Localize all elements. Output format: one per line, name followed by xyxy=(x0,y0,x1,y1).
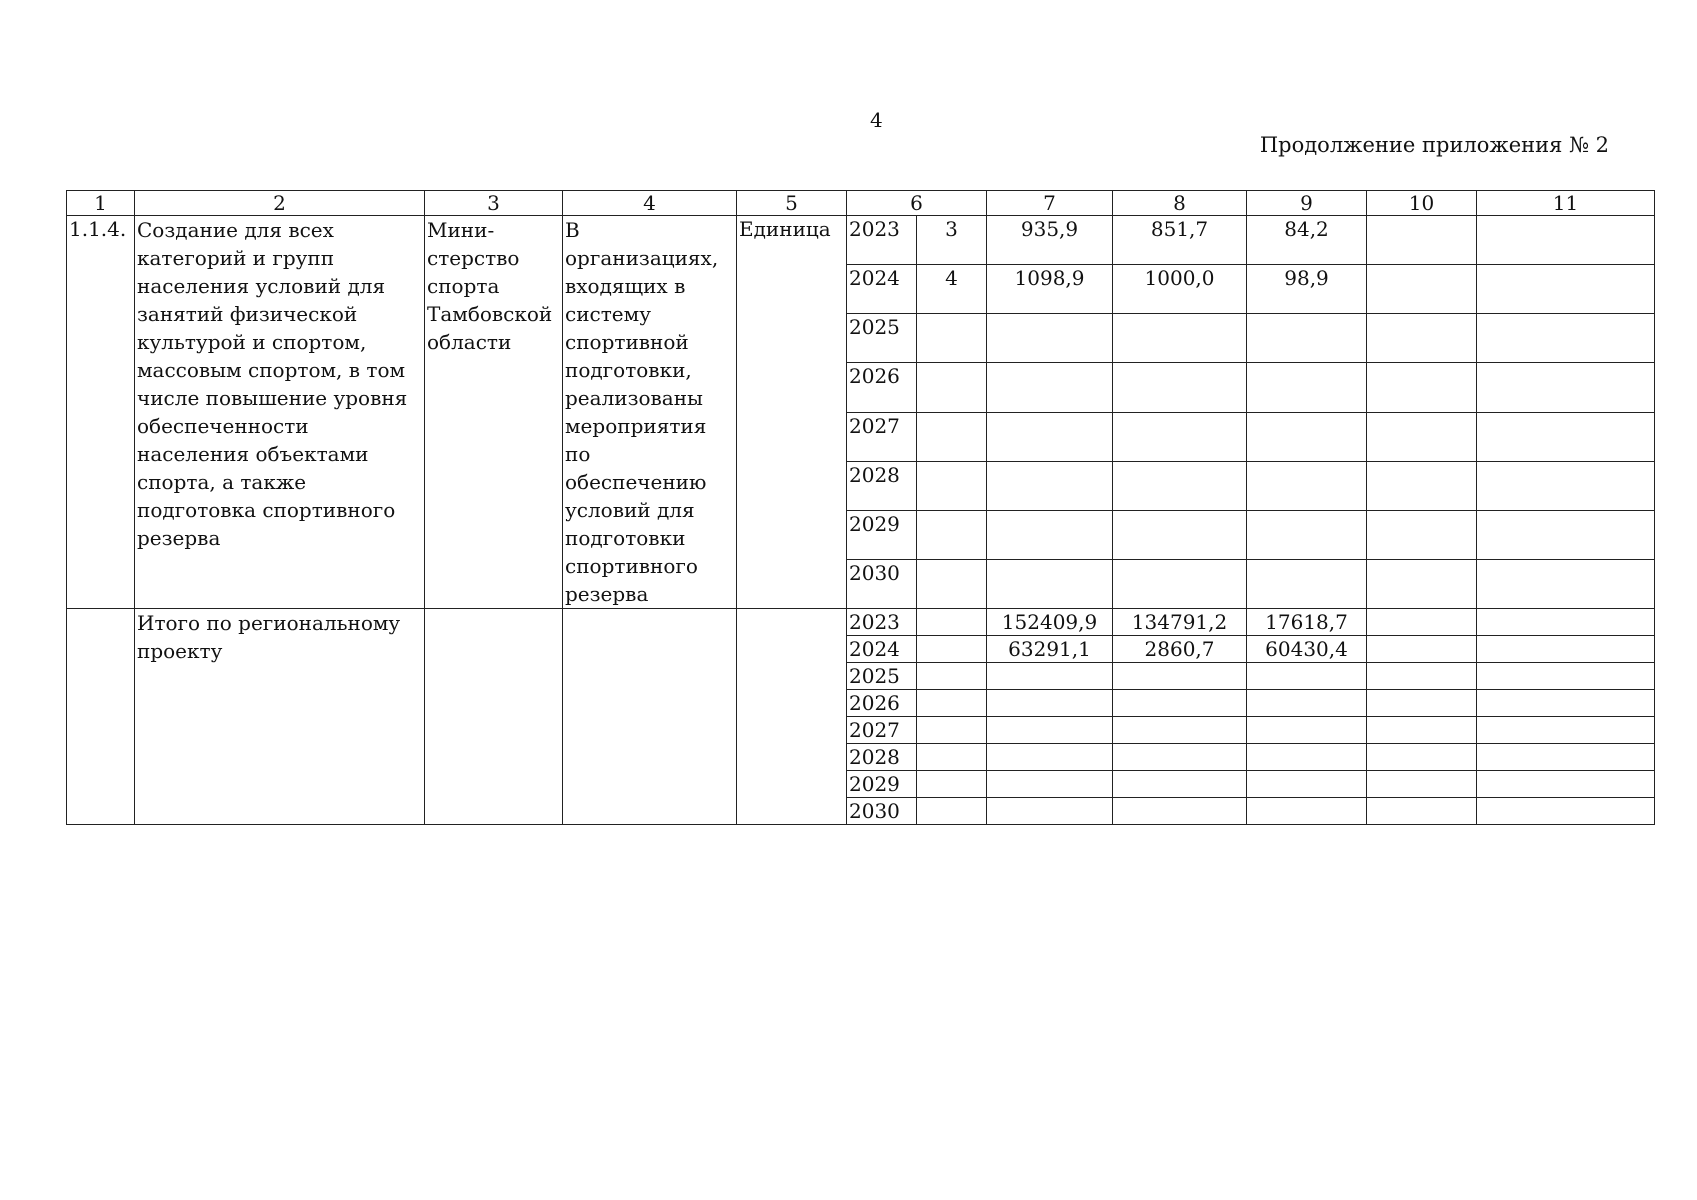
total-cell: 935,9 xyxy=(987,216,1113,265)
total-cell xyxy=(987,363,1113,412)
column-11-cell xyxy=(1477,461,1655,510)
federal-budget-cell xyxy=(1113,461,1247,510)
column-10-cell xyxy=(1367,663,1477,690)
total-cell xyxy=(987,314,1113,363)
quantity-cell xyxy=(917,771,987,798)
federal-budget-cell xyxy=(1113,314,1247,363)
column-10-cell xyxy=(1367,798,1477,825)
row-result xyxy=(563,609,737,825)
total-cell xyxy=(987,744,1113,771)
column-11-cell xyxy=(1477,559,1655,608)
column-header: 3 xyxy=(425,191,563,216)
column-11-cell xyxy=(1477,663,1655,690)
appendix-table xyxy=(66,190,1655,825)
column-11-cell xyxy=(1477,636,1655,663)
row-unit xyxy=(737,609,847,825)
quantity-cell xyxy=(917,798,987,825)
table-row xyxy=(67,216,1655,265)
federal-budget-cell xyxy=(1113,363,1247,412)
column-10-cell xyxy=(1367,363,1477,412)
regional-budget-cell xyxy=(1247,412,1367,461)
table-row xyxy=(67,609,1655,636)
table-header-row xyxy=(67,191,1655,216)
column-10-cell xyxy=(1367,461,1477,510)
regional-budget-cell: 60430,4 xyxy=(1247,636,1367,663)
row-executor xyxy=(425,609,563,825)
quantity-cell xyxy=(917,559,987,608)
column-header: 9 xyxy=(1247,191,1367,216)
column-header: 4 xyxy=(563,191,737,216)
federal-budget-cell xyxy=(1113,798,1247,825)
year-cell: 2024 xyxy=(847,636,917,663)
column-10-cell xyxy=(1367,314,1477,363)
federal-budget-cell xyxy=(1113,663,1247,690)
quantity-cell: 3 xyxy=(917,216,987,265)
federal-budget-cell xyxy=(1113,717,1247,744)
year-cell: 2025 xyxy=(847,314,917,363)
federal-budget-cell xyxy=(1113,412,1247,461)
quantity-cell xyxy=(917,717,987,744)
total-cell xyxy=(987,663,1113,690)
total-cell xyxy=(987,771,1113,798)
row-code: 1.1.4. xyxy=(67,216,135,609)
total-cell: 152409,9 xyxy=(987,609,1113,636)
page-number: 4 xyxy=(870,108,883,132)
column-11-cell xyxy=(1477,216,1655,265)
column-header: 1 xyxy=(67,191,135,216)
quantity-cell xyxy=(917,636,987,663)
row-name: Создание для всех категорий и групп населения условий для занятий физической культурой и спортом, массовым спортом, в том числе повышение уровня обеспеченности населения объектами спорта, а также подготовка спортивного резерва xyxy=(135,216,425,609)
column-11-cell xyxy=(1477,609,1655,636)
year-cell: 2027 xyxy=(847,412,917,461)
column-10-cell xyxy=(1367,510,1477,559)
regional-budget-cell xyxy=(1247,771,1367,798)
federal-budget-cell xyxy=(1113,510,1247,559)
quantity-cell xyxy=(917,609,987,636)
quantity-cell xyxy=(917,363,987,412)
federal-budget-cell xyxy=(1113,559,1247,608)
row-unit: Единица xyxy=(737,216,847,609)
total-cell: 1098,9 xyxy=(987,265,1113,314)
total-cell xyxy=(987,510,1113,559)
column-10-cell xyxy=(1367,559,1477,608)
column-11-cell xyxy=(1477,265,1655,314)
quantity-cell: 4 xyxy=(917,265,987,314)
column-11-cell xyxy=(1477,510,1655,559)
column-10-cell xyxy=(1367,216,1477,265)
federal-budget-cell: 2860,7 xyxy=(1113,636,1247,663)
year-cell: 2025 xyxy=(847,663,917,690)
column-10-cell xyxy=(1367,771,1477,798)
year-cell: 2026 xyxy=(847,690,917,717)
column-11-cell xyxy=(1477,314,1655,363)
column-11-cell xyxy=(1477,412,1655,461)
total-cell xyxy=(987,690,1113,717)
year-cell: 2024 xyxy=(847,265,917,314)
year-cell: 2026 xyxy=(847,363,917,412)
column-11-cell xyxy=(1477,771,1655,798)
year-cell: 2029 xyxy=(847,510,917,559)
regional-budget-cell xyxy=(1247,559,1367,608)
column-header: 5 xyxy=(737,191,847,216)
column-header: 11 xyxy=(1477,191,1655,216)
total-cell xyxy=(987,412,1113,461)
regional-budget-cell: 84,2 xyxy=(1247,216,1367,265)
year-cell: 2028 xyxy=(847,744,917,771)
quantity-cell xyxy=(917,663,987,690)
row-executor: Мини-стерство спорта Тамбовской области xyxy=(425,216,563,609)
quantity-cell xyxy=(917,314,987,363)
regional-budget-cell xyxy=(1247,744,1367,771)
federal-budget-cell xyxy=(1113,744,1247,771)
year-cell: 2029 xyxy=(847,771,917,798)
year-cell: 2028 xyxy=(847,461,917,510)
column-header: 7 xyxy=(987,191,1113,216)
regional-budget-cell xyxy=(1247,461,1367,510)
column-11-cell xyxy=(1477,744,1655,771)
regional-budget-cell xyxy=(1247,690,1367,717)
federal-budget-cell: 134791,2 xyxy=(1113,609,1247,636)
year-cell: 2023 xyxy=(847,216,917,265)
federal-budget-cell: 1000,0 xyxy=(1113,265,1247,314)
quantity-cell xyxy=(917,510,987,559)
year-cell: 2030 xyxy=(847,798,917,825)
year-cell: 2027 xyxy=(847,717,917,744)
quantity-cell xyxy=(917,461,987,510)
continuation-title: Продолжение приложения № 2 xyxy=(1259,133,1609,157)
column-header: 6 xyxy=(847,191,987,216)
column-11-cell xyxy=(1477,798,1655,825)
column-11-cell xyxy=(1477,690,1655,717)
federal-budget-cell xyxy=(1113,690,1247,717)
row-name: Итого по региональному проекту xyxy=(135,609,425,825)
column-10-cell xyxy=(1367,636,1477,663)
regional-budget-cell xyxy=(1247,510,1367,559)
regional-budget-cell xyxy=(1247,363,1367,412)
regional-budget-cell: 98,9 xyxy=(1247,265,1367,314)
year-cell: 2030 xyxy=(847,559,917,608)
federal-budget-cell xyxy=(1113,771,1247,798)
year-cell: 2023 xyxy=(847,609,917,636)
total-cell xyxy=(987,717,1113,744)
column-header: 8 xyxy=(1113,191,1247,216)
column-10-cell xyxy=(1367,265,1477,314)
total-cell: 63291,1 xyxy=(987,636,1113,663)
column-11-cell xyxy=(1477,717,1655,744)
column-header: 10 xyxy=(1367,191,1477,216)
column-11-cell xyxy=(1477,363,1655,412)
federal-budget-cell: 851,7 xyxy=(1113,216,1247,265)
quantity-cell xyxy=(917,744,987,771)
regional-budget-cell xyxy=(1247,314,1367,363)
column-10-cell xyxy=(1367,717,1477,744)
quantity-cell xyxy=(917,690,987,717)
total-cell xyxy=(987,798,1113,825)
row-result: В организациях, входящих в систему спортивной подготовки, реализованы мероприятия по обеспечению условий для подготовки спортивного резерва xyxy=(563,216,737,609)
column-10-cell xyxy=(1367,744,1477,771)
column-10-cell xyxy=(1367,690,1477,717)
regional-budget-cell xyxy=(1247,798,1367,825)
column-10-cell xyxy=(1367,609,1477,636)
regional-budget-cell: 17618,7 xyxy=(1247,609,1367,636)
quantity-cell xyxy=(917,412,987,461)
regional-budget-cell xyxy=(1247,717,1367,744)
total-cell xyxy=(987,559,1113,608)
total-cell xyxy=(987,461,1113,510)
column-10-cell xyxy=(1367,412,1477,461)
regional-budget-cell xyxy=(1247,663,1367,690)
row-code xyxy=(67,609,135,825)
column-header: 2 xyxy=(135,191,425,216)
